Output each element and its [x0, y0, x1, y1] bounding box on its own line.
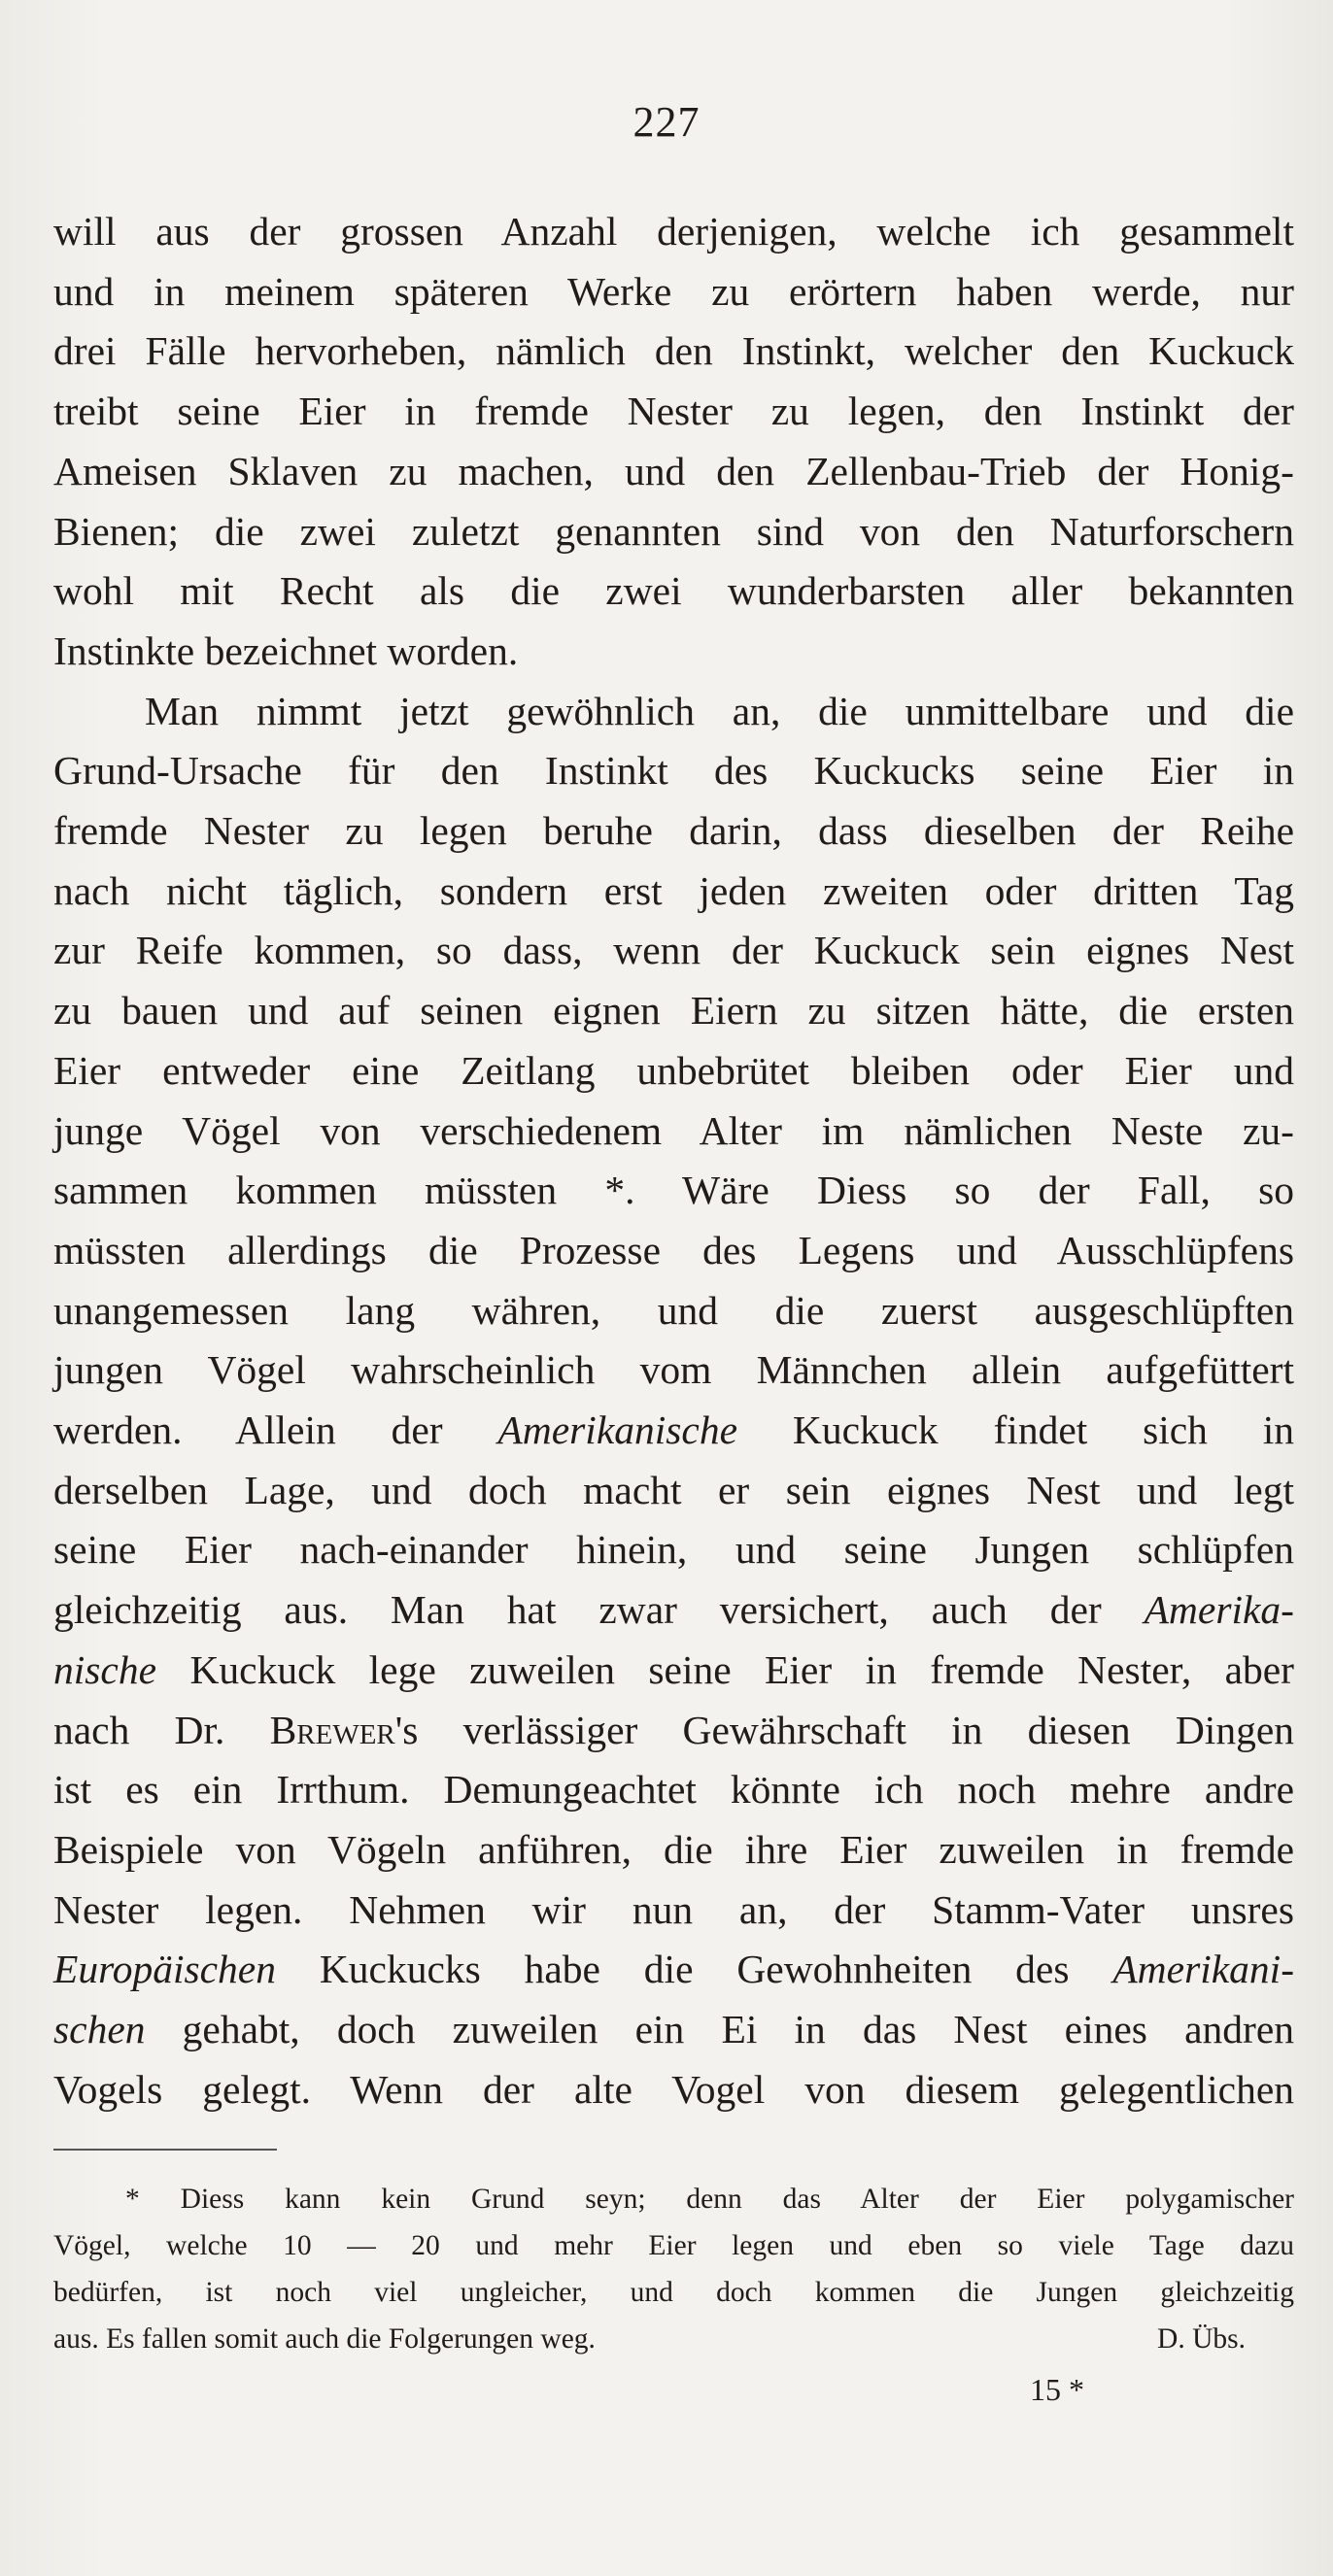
text-line: sammen kommen müssten *. Wäre Diess so der Fall, so [53, 1168, 1294, 1213]
translator-note: D. Übs. [1157, 2323, 1246, 2355]
text-line [53, 1641, 1294, 1701]
text-line: zur Reife kommen, so dass, wenn der Kuckuck sein eignes Nest [53, 928, 1294, 973]
text-line: Ameisen Sklaven zu machen, und den Zellenbau-Trieb der Honig- [53, 448, 1294, 493]
italic-term: nische [53, 1646, 157, 1692]
text-segment: Kuckuck lege zuweilen seine Eier in fremde Nester, aber [189, 1646, 1295, 1692]
italic-term: Europäischen [53, 1947, 276, 1992]
text-line: unangemessen lang währen, und die zuerst ausgeschlüpften [53, 1287, 1294, 1333]
printer-signature: 15 * [1030, 2372, 1084, 2407]
text-line [53, 1580, 1294, 1641]
text-line: ist es ein Irrthum. Demungeachtet könnte ich noch mehre andre [53, 1767, 1294, 1813]
main-text [53, 202, 1294, 2120]
italic-term: Amerika- [1144, 1587, 1294, 1633]
text-line: müssten allerdings die Prozesse des Legens und Ausschlüpfens [53, 1227, 1294, 1272]
text-segment: werden. Allein der [53, 1407, 443, 1453]
italic-term: Amerikanische [497, 1407, 738, 1453]
text-line: nach nicht täglich, sondern erst jeden zweiten oder dritten Tag [53, 867, 1294, 913]
text-segment: Kuckucks habe die Gewohnheiten des [319, 1947, 1070, 1992]
italic-term: schen [53, 2007, 146, 2052]
text-line [53, 1401, 1294, 1461]
text-line: Nester legen. Nehmen wir nun an, der Stamm-Vater unsres [53, 1886, 1294, 1932]
footnote-text: aus. Es fallen somit auch die Folgerungen weg. [53, 2323, 596, 2355]
text-segment: nach Dr. [53, 1707, 225, 1752]
text-line: fremde Nester zu legen beruhe darin, dass dieselben der Reihe [53, 808, 1294, 854]
text-line: will aus der grossen Anzahl derjenigen, welche ich gesammelt [53, 209, 1294, 254]
footnote [53, 2176, 1294, 2362]
text-line [53, 1940, 1294, 2000]
text-line: Eier entweder eine Zeitlang unbebrütet bleiben oder Eier und [53, 1047, 1294, 1093]
text-segment: gleichzeitig aus. Man hat zwar versichert, auch der [53, 1587, 1102, 1633]
text-line [53, 1701, 1294, 1761]
text-line: derselben Lage, und doch macht er sein eignes Nest und legt [53, 1467, 1294, 1512]
text-line [53, 2000, 1294, 2060]
text-line: junge Vögel von verschiedenem Alter im nämlichen Neste zu- [53, 1107, 1294, 1153]
footnote-line: bedürfen, ist noch viel ungleicher, und doch kommen die Jungen gleichzeitig [53, 2277, 1294, 2308]
italic-term: Amerikani- [1112, 1947, 1295, 1992]
text-line: seine Eier nach-einander hinein, und seine Jungen schlüpfen [53, 1527, 1294, 1573]
text-line: Grund-Ursache für den Instinkt des Kuckucks seine Eier in [53, 748, 1294, 794]
page-number: 227 [632, 98, 701, 146]
text-line: Vogels gelegt. Wenn der alte Vogel von diesem gelegentlichen [53, 2066, 1294, 2112]
text-segment: 's verlässiger Gewährschaft in diesen Dingen [394, 1707, 1294, 1752]
text-line: zu bauen und auf seinen eignen Eiern zu sitzen hätte, die ersten [53, 988, 1294, 1034]
text-line: jungen Vögel wahrscheinlich vom Männchen allein aufgefüttert [53, 1347, 1294, 1393]
text-line: und in meinem späteren Werke zu erörtern haben werde, nur [53, 268, 1294, 314]
text-line: treibt seine Eier in fremde Nester zu legen, den Instinkt der [53, 389, 1294, 434]
text-line: Bienen; die zwei zuletzt genannten sind von den Naturforschern [53, 508, 1294, 554]
text-line: Beispiele von Vögeln anführen, die ihre Eier zuweilen in fremde [53, 1826, 1294, 1872]
text-segment: Kuckuck findet sich in [792, 1407, 1295, 1453]
text-line: Instinkte bezeichnet worden. [53, 627, 519, 673]
small-caps-name: Brewer [269, 1707, 395, 1752]
text-line: Man nimmt jetzt gewöhnlich an, die unmittelbare und die [145, 688, 1294, 733]
text-line: wohl mit Recht als die zwei wunderbarsten aller bekannten [53, 568, 1294, 614]
footnote-divider [53, 2149, 277, 2151]
footnote-line: * Diess kann kein Grund seyn; denn das Alter der Eier polygamischer [125, 2184, 1294, 2215]
text-line: drei Fälle hervorheben, nämlich den Instinkt, welcher den Kuckuck [53, 328, 1294, 374]
footnote-line: Vögel, welche 10 — 20 und mehr Eier legen und eben so viele Tage dazu [53, 2230, 1294, 2261]
footnote-line [53, 2316, 1294, 2362]
text-segment: gehabt, doch zuweilen ein Ei in das Nest eines andren [182, 2007, 1295, 2052]
